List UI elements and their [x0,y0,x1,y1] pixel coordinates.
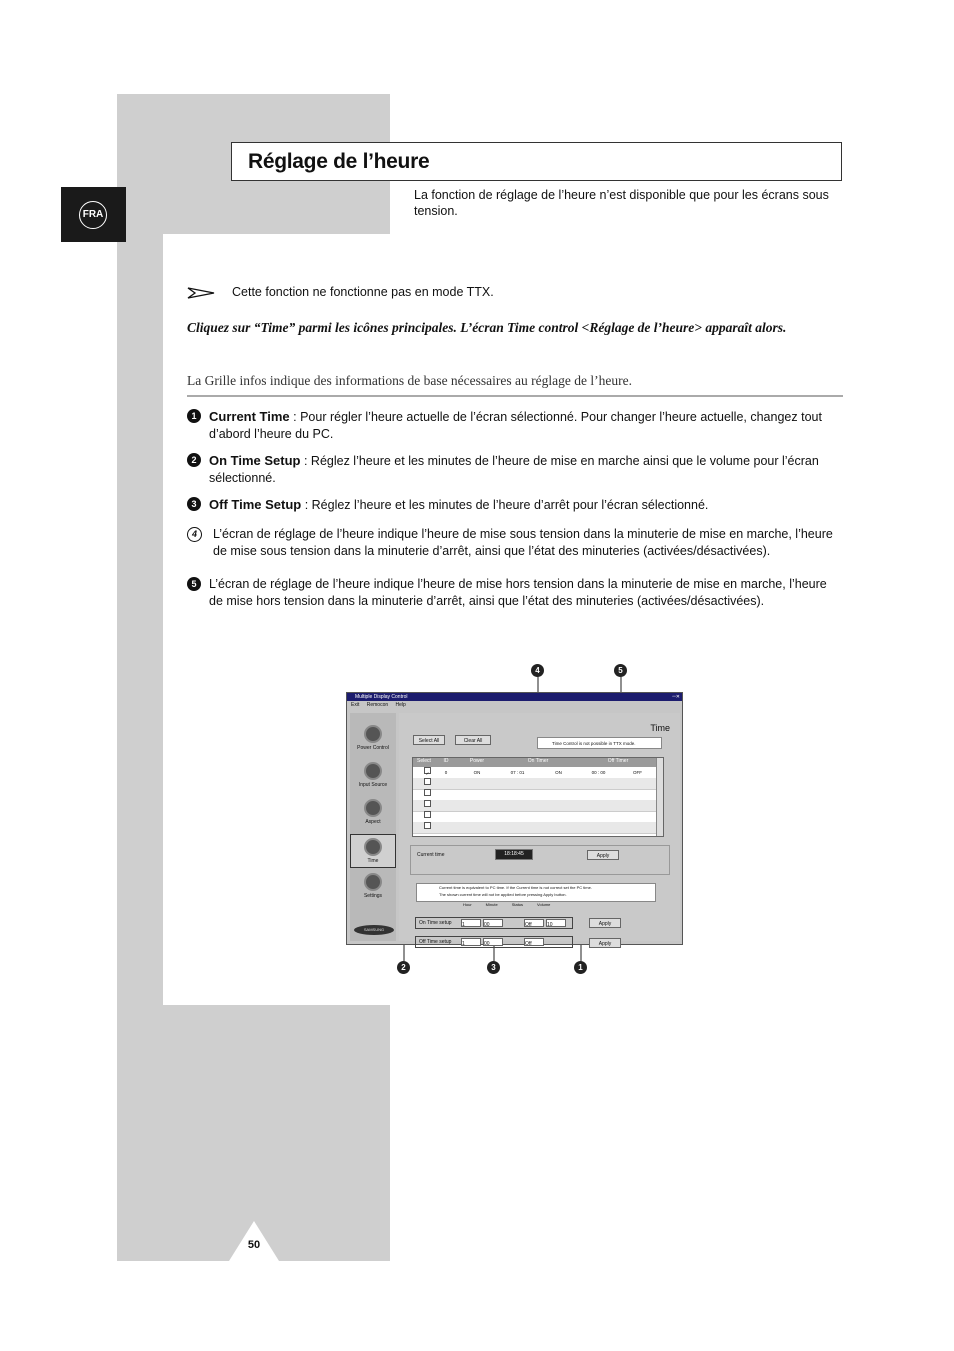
apply-current-button[interactable]: Apply [587,850,619,860]
item-text: L’écran de réglage de l’heure indique l’heure de mise sous tension dans la minuterie de mise en marche, l’heure de mise sous tension dans la minuterie d’arrêt, ainsi que l’état des minuteries (activées/désactivées). [213,527,833,558]
ttx-note: Time Control is not possible in TTX mode. [537,737,662,749]
current-time-field: 18:18:45 [495,849,533,860]
side-panel [350,713,396,941]
row-checkbox[interactable]: ✓ [424,767,431,774]
language-badge: FRA [79,201,107,229]
on-minute-select[interactable]: 00 [483,919,503,927]
info-line-2: The shown current time will not be applied before pressing Apply button. [439,892,567,897]
window-title: Multiple Display Control [347,693,682,701]
menu-bar [351,702,412,708]
callout-5: 5 [614,664,627,677]
section-label: Time [650,723,670,733]
number-badge: 4 [187,527,202,542]
row-checkbox[interactable] [424,800,431,807]
off-minute-select[interactable]: 00 [483,938,503,946]
page-title: Réglage de l’heure [248,150,430,173]
table-row[interactable]: ✓ 0 ON 07 : 01 ON 00 : 00 OFF [413,767,657,779]
input-icon [364,762,382,780]
row-checkbox[interactable] [424,778,431,785]
number-badge: 3 [187,497,201,511]
side-item-power[interactable]: Power Control [350,725,396,751]
on-setup-label: On Time setup [419,920,452,926]
callout-1: 1 [574,961,587,974]
window-controls-icon[interactable]: ▫▫✕ [672,694,680,700]
menu-help[interactable]: Help [395,702,406,708]
on-status-select[interactable]: Off [524,919,544,927]
setup-sub-labels: Hour Minute Status Volume [463,902,551,907]
item-text: : Réglez l’heure et les minutes de l’heure de mise en marche ainsi que le volume pour l’écran sélectionné. [209,454,819,485]
side-item-settings[interactable]: Settings [350,873,396,899]
menu-exit[interactable]: Exit [351,702,360,708]
off-setup-label: Off Time setup [419,939,452,945]
item-text: : Pour régler l’heure actuelle de l’écran sélectionné. Pour changer l’heure actuelle, changez tout d’abord l’heure du PC. [209,410,822,441]
app-screenshot [346,692,683,945]
row-checkbox[interactable] [424,822,431,829]
side-item-input[interactable]: Input Source [350,762,396,788]
off-status-select[interactable]: Off [524,938,544,946]
item-term: On Time Setup [209,453,301,468]
settings-icon [364,873,382,891]
apply-on-button[interactable]: Apply [589,918,621,928]
on-hour-select[interactable]: 1 [461,919,481,927]
power-icon [364,725,382,743]
current-time-box [410,845,670,875]
info-line-1: Current time is equivalent to PC time. If the Current time is not correct set the PC time. [439,885,592,890]
aspect-icon [364,799,382,817]
off-hour-select[interactable]: 1 [461,938,481,946]
item-text: : Réglez l’heure et les minutes de l’heure d’arrêt pour l’écran sélectionné. [301,498,709,512]
on-time-setup [415,917,573,929]
number-badge: 5 [187,577,201,591]
table-scrollbar[interactable] [656,758,663,836]
number-badge: 1 [187,409,201,423]
callout-2: 2 [397,961,410,974]
timer-table [412,757,664,837]
info-box [416,883,656,902]
side-item-time[interactable]: Time [350,834,396,868]
current-time-label: Current time [417,852,445,858]
page-number: 50 [247,1239,261,1251]
number-badge: 2 [187,453,201,467]
select-all-button[interactable]: Select All [413,735,445,745]
time-panel [399,713,680,947]
on-volume-select[interactable]: 10 [546,919,566,927]
menu-remocon[interactable]: Remocon [366,702,389,708]
item-term: Current Time [209,409,290,424]
side-item-aspect[interactable]: Aspect [350,799,396,825]
row-checkbox[interactable] [424,811,431,818]
off-time-setup [415,936,573,948]
item-text: L’écran de réglage de l’heure indique l’heure de mise hors tension dans la minuterie de mise en marche, l’heure de mise hors tension dans la minuterie d’arrêt, ainsi que l’état des minuteries (activées/désactivées). [209,577,827,608]
note-text: Cette fonction ne fonctionne pas en mode TTX. [232,285,494,299]
callout-4: 4 [531,664,544,677]
clock-icon [364,838,382,856]
intro-text: La fonction de réglage de l’heure n’est disponible que pour les écrans sous tension. [414,188,829,218]
clear-all-button[interactable]: Clear All [455,735,491,745]
table-header: Select ID Power On Timer Off Timer [413,758,657,767]
callout-3: 3 [487,961,500,974]
table-row[interactable] [413,822,657,834]
item-term: Off Time Setup [209,497,302,512]
row-checkbox[interactable] [424,789,431,796]
samsung-logo: SAMSUNG [354,925,394,935]
instruction-text: Cliquez sur “Time” parmi les icônes principales. L’écran Time control <Réglage de l’heure> apparaît alors. [187,320,787,335]
grid-info-text: La Grille infos indique des informations de base nécessaires au réglage de l’heure. [187,373,632,388]
apply-off-button[interactable]: Apply [589,938,621,948]
